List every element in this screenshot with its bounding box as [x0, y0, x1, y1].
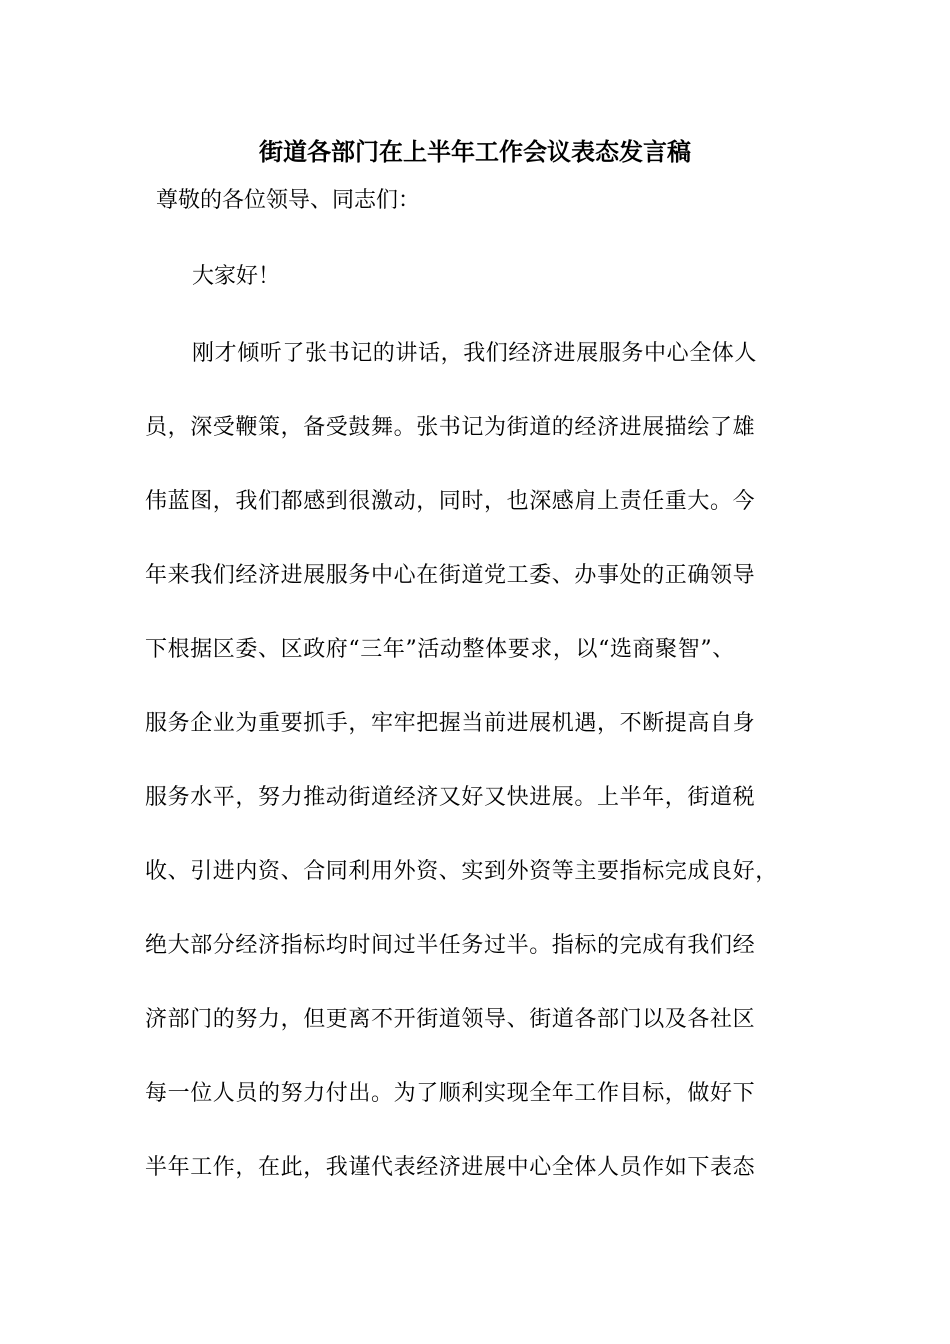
paragraph-line: 服务水平，努力推动街道经济又好又快进展。上半年，街道税	[145, 785, 756, 810]
paragraph-line: 收、引进内资、合同利用外资、实到外资等主要指标完成良好，	[145, 859, 778, 884]
paragraph-line: 半年工作，在此，我谨代表经济进展中心全体人员作如下表态	[145, 1155, 756, 1180]
greeting: 大家好！	[192, 264, 281, 289]
paragraph-line: 下根据区委、区政府“三年”活动整体要求，以“选商聚智”、	[145, 637, 735, 662]
paragraph-line: 济部门的努力，但更离不开街道领导、街道各部门以及各社区	[145, 1007, 756, 1032]
salutation: 尊敬的各位领导、同志们：	[156, 188, 421, 213]
body-text	[145, 335, 815, 1223]
paragraph-line: 伟蓝图，我们都感到很激动，同时，也深感肩上责任重大。今	[145, 489, 756, 514]
document-title: 街道各部门在上半年工作会议表态发言稿	[259, 137, 691, 166]
paragraph-line: 每一位人员的努力付出。为了顺利实现全年工作目标，做好下	[145, 1081, 756, 1106]
paragraph-line: 绝大部分经济指标均时间过半任务过半。指标的完成有我们经	[145, 933, 756, 958]
paragraph-line: 服务企业为重要抓手，牢牢把握当前进展机遇，不断提高自身	[145, 711, 756, 736]
paragraph-line: 刚才倾听了张书记的讲话，我们经济进展服务中心全体人	[192, 341, 758, 366]
paragraph-line: 年来我们经济进展服务中心在街道党工委、办事处的正确领导	[145, 563, 756, 588]
paragraph-line: 员，深受鞭策，备受鼓舞。张书记为街道的经济进展描绘了雄	[145, 415, 756, 440]
